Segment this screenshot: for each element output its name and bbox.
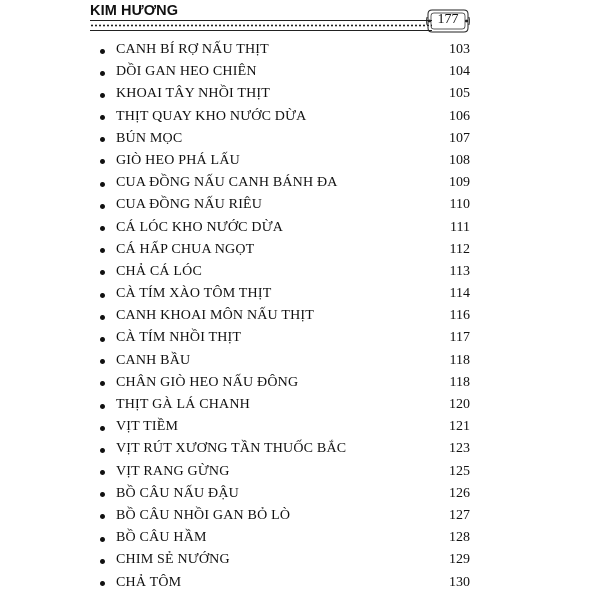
toc-title: CHẢ TÔM xyxy=(116,574,182,590)
bullet-icon xyxy=(100,514,105,519)
header-rule-dotted xyxy=(90,24,432,27)
toc-page-number: 109 xyxy=(449,175,470,191)
toc-page-number: 110 xyxy=(449,197,470,213)
toc-title: CANH KHOAI MÔN NẤU THỊT xyxy=(116,308,314,324)
toc-entry xyxy=(0,129,600,151)
toc-entry xyxy=(0,306,600,328)
toc-page-number: 108 xyxy=(449,152,470,168)
toc-entry xyxy=(0,173,600,195)
toc-entry xyxy=(0,262,600,284)
bullet-icon xyxy=(100,381,105,386)
toc-entry xyxy=(0,240,600,262)
toc-entry xyxy=(0,484,600,506)
toc-title: GIÒ HEO PHÁ LẤU xyxy=(116,152,240,168)
page-number: 177 xyxy=(437,12,459,27)
toc-entry xyxy=(0,506,600,528)
toc-title: CÀ TÍM XÀO TÔM THỊT xyxy=(116,286,272,302)
toc-entry xyxy=(0,284,600,306)
bullet-icon xyxy=(100,448,105,453)
toc-entry xyxy=(0,550,600,572)
bullet-icon xyxy=(100,293,105,298)
toc-title: CHÂN GIÒ HEO NẤU ĐÔNG xyxy=(116,374,299,390)
toc-entry xyxy=(0,62,600,84)
toc-page-number: 106 xyxy=(449,108,470,124)
bullet-icon xyxy=(100,49,105,54)
toc-entry xyxy=(0,195,600,217)
bullet-icon xyxy=(100,159,105,164)
toc-title: CHẢ CÁ LÓC xyxy=(116,263,203,279)
toc-page-number: 113 xyxy=(449,263,470,279)
toc-page-number: 105 xyxy=(449,86,470,102)
toc-title: CANH BẦU xyxy=(116,352,191,368)
toc-entry xyxy=(0,462,600,484)
toc-page-number: 125 xyxy=(449,463,470,479)
toc-page-number: 123 xyxy=(449,441,470,457)
bullet-icon xyxy=(100,204,105,209)
bullet-icon xyxy=(100,93,105,98)
toc-entry xyxy=(0,351,600,373)
toc-entry xyxy=(0,439,600,461)
toc-title: BỒ CÂU NẤU ĐẬU xyxy=(116,485,239,501)
toc-page-number: 120 xyxy=(449,397,470,412)
toc-title: BỒ CÂU HẦM xyxy=(116,530,207,546)
toc-page-number: 114 xyxy=(449,286,470,302)
toc-title: VỊT RÚT XƯƠNG TẦN THUỐC BẮC xyxy=(116,441,347,457)
toc-title: CÀ TÍM NHỒI THỊT xyxy=(116,330,242,346)
toc-page-number: 129 xyxy=(449,552,470,568)
toc-entry xyxy=(0,40,600,62)
toc-page-number: 112 xyxy=(449,241,470,257)
bullet-icon xyxy=(100,270,105,275)
toc-entry xyxy=(0,151,600,173)
toc-entry xyxy=(0,218,600,240)
toc-entry xyxy=(0,528,600,550)
header-rule-bottom xyxy=(90,30,432,31)
toc-title: BÚN MỌC xyxy=(116,130,183,146)
toc-entry xyxy=(0,107,600,129)
bullet-icon xyxy=(100,581,105,586)
toc-entry xyxy=(0,373,600,395)
bullet-icon xyxy=(100,137,105,142)
toc-entry xyxy=(0,328,600,350)
toc-page-number: 126 xyxy=(449,485,470,501)
toc-title: VỊT RANG GỪNG xyxy=(116,463,230,479)
toc-page-number: 130 xyxy=(449,574,470,590)
toc-page-number: 103 xyxy=(449,42,470,57)
toc-title: VỊT TIỀM xyxy=(116,419,179,435)
bullet-icon xyxy=(100,226,105,231)
bullet-icon xyxy=(100,182,105,187)
toc-title: CÁ HẤP CHUA NGỌT xyxy=(116,241,255,257)
bullet-icon xyxy=(100,470,105,475)
author-name: KIM HƯƠNG xyxy=(90,3,179,19)
toc-page-number: 118 xyxy=(449,374,470,390)
bullet-icon xyxy=(100,404,105,409)
toc-page-number: 117 xyxy=(449,330,470,346)
bullet-icon xyxy=(100,315,105,320)
bullet-icon xyxy=(100,559,105,564)
bullet-icon xyxy=(100,115,105,120)
toc-entry xyxy=(0,395,600,417)
bullet-icon xyxy=(100,537,105,542)
toc-entry xyxy=(0,84,600,106)
table-of-contents xyxy=(0,40,600,595)
bullet-icon xyxy=(100,337,105,342)
toc-entry xyxy=(0,573,600,595)
toc-title: CÁ LÓC KHO NƯỚC DỪA xyxy=(116,219,284,235)
toc-title: CUA ĐỒNG NẤU RIÊU xyxy=(116,197,263,213)
toc-page-number: 107 xyxy=(449,130,470,146)
toc-page-number: 121 xyxy=(449,419,470,435)
toc-page-number: 118 xyxy=(449,352,470,368)
bullet-icon xyxy=(100,359,105,364)
toc-title: THỊT QUAY KHO NƯỚC DỪA xyxy=(116,108,307,124)
page-header xyxy=(0,0,600,40)
toc-title: DỒI GAN HEO CHIÊN xyxy=(116,64,257,80)
toc-page-number: 104 xyxy=(449,64,470,80)
toc-title: BỒ CÂU NHỒI GAN BỎ LÒ xyxy=(116,507,291,523)
toc-title: CHIM SẺ NƯỚNG xyxy=(116,552,230,568)
page-number-badge xyxy=(426,6,470,36)
toc-title: KHOAI TÂY NHỒI THỊT xyxy=(116,86,271,102)
toc-title: CUA ĐỒNG NẤU CANH BÁNH ĐA xyxy=(116,175,338,191)
toc-page-number: 116 xyxy=(449,308,470,324)
toc-page-number: 127 xyxy=(449,507,470,523)
header-rule-top xyxy=(90,20,432,21)
toc-title: THỊT GÀ LÁ CHANH xyxy=(116,397,250,412)
toc-entry xyxy=(0,417,600,439)
bullet-icon xyxy=(100,426,105,431)
bullet-icon xyxy=(100,71,105,76)
toc-page-number: 128 xyxy=(449,530,470,546)
toc-title: CANH BÍ RỢ NẤU THỊT xyxy=(116,42,269,57)
bullet-icon xyxy=(100,248,105,253)
toc-page-number: 111 xyxy=(450,219,470,235)
bullet-icon xyxy=(100,492,105,497)
